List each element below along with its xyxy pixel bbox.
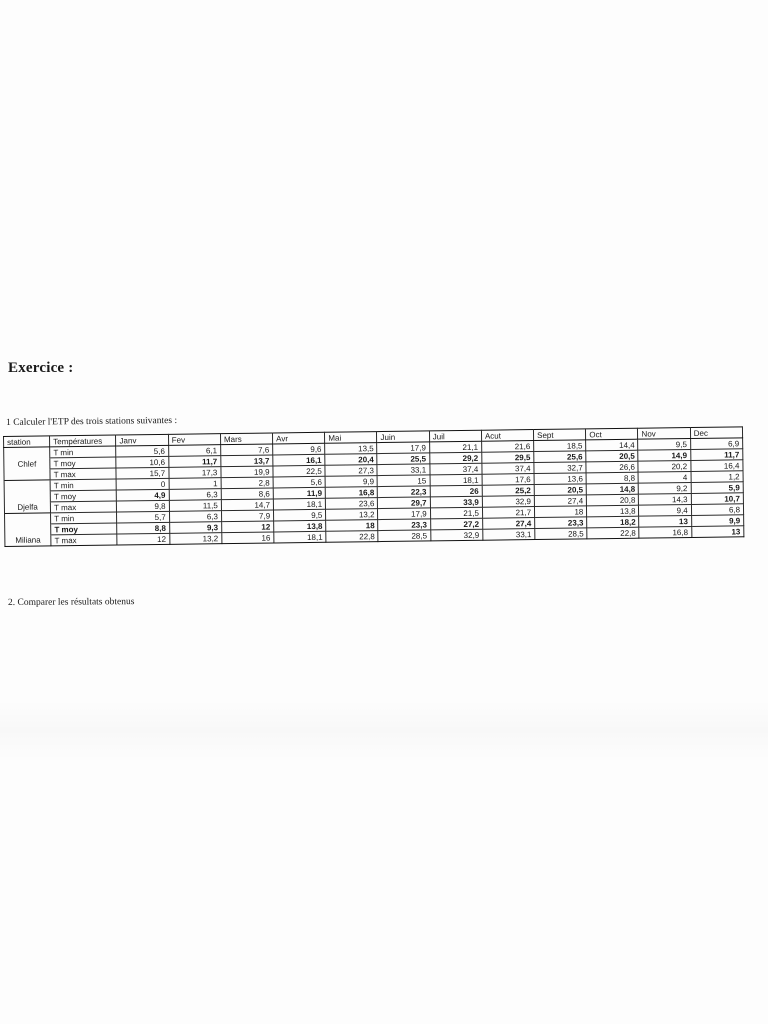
temperature-table-container [3,426,744,547]
column-header: Températures [50,435,116,447]
column-header: Mars [220,433,272,445]
exercise-heading: Exercice : [8,360,74,376]
temperature-value-cell: 26 [430,485,482,497]
temperature-value-cell: 9,3 [169,522,221,534]
temperature-value-cell: 18 [326,520,378,532]
temperature-value-cell: 16,4 [691,460,743,472]
temperature-value-cell: 13,8 [274,520,326,532]
temperature-value-cell: 20,5 [534,484,586,496]
column-header: Fev [168,434,220,446]
temperature-value-cell: 27,4 [534,495,586,507]
table-body [4,438,744,547]
temperature-value-cell: 2,8 [221,477,273,489]
column-header: Juil [429,430,481,442]
temperature-value-cell: 37,4 [430,463,482,475]
temperature-value-cell: 8,6 [221,488,273,500]
column-header: Acut [481,430,533,442]
temperature-value-cell: 17,6 [482,474,534,486]
temperature-value-cell: 21,1 [429,441,481,453]
temperature-value-cell: 6,3 [169,489,221,501]
temperature-value-cell: 12 [221,521,273,533]
temperature-value-cell: 18,1 [274,531,326,543]
temperature-value-cell: 1,2 [691,471,743,483]
temperature-value-cell: 25,2 [482,485,534,497]
temperature-value-cell: 20,5 [586,450,638,462]
question-2: 2. Comparer les résultats obtenus [8,597,135,608]
station-name-cell [4,469,50,481]
temperature-value-cell: 26,6 [586,461,638,473]
temperature-value-cell: 15,7 [116,467,168,479]
temperature-value-cell: 28,5 [535,528,587,540]
column-header: Janv [116,434,168,446]
temperature-value-cell: 10,6 [116,456,168,468]
temperature-value-cell: 14,8 [586,483,638,495]
column-header: Mai [325,432,377,444]
temperature-value-cell: 4 [639,472,691,484]
temperature-value-cell: 8,8 [586,472,638,484]
station-name-cell [4,491,50,503]
temperature-value-cell: 11,7 [690,449,742,461]
temperature-value-cell: 14,7 [221,499,273,511]
temperature-value-cell: 33,1 [483,529,535,541]
temperature-value-cell: 17,9 [377,442,429,454]
station-name-cell: Miliana [5,535,51,547]
column-header: station [4,436,50,448]
temperature-value-cell: 32,9 [482,496,534,508]
column-header: Oct [586,428,638,440]
temperature-value-cell: 11,5 [169,500,221,512]
temperature-value-cell: 7,9 [221,510,273,522]
temperature-value-cell: 21,5 [430,507,482,519]
column-header: Dec [690,427,742,439]
temperature-type-cell: T max [51,501,117,513]
temperature-value-cell: 32,7 [534,462,586,474]
temperature-value-cell: 9,9 [691,515,743,527]
temperature-value-cell: 33,1 [377,464,429,476]
temperature-type-cell: T moy [50,490,116,502]
temperature-value-cell: 16,1 [273,454,325,466]
temperature-type-cell: T max [50,468,116,480]
temperature-value-cell: 11,7 [168,456,220,468]
temperature-value-cell: 16,8 [639,526,691,538]
temperature-value-cell: 14,3 [639,493,691,505]
temperature-value-cell: 4,9 [117,489,169,501]
temperature-value-cell: 13,2 [169,533,221,545]
temperature-value-cell: 6,8 [691,504,743,516]
temperature-type-cell: T min [50,446,116,458]
question-1: 1 Calculer l'ETP des trois stations suivantes : [6,415,178,428]
station-name-cell: Djelfa [4,502,50,514]
station-name-cell [4,447,50,459]
temperature-value-cell: 13,2 [326,509,378,521]
temperature-value-cell: 17,9 [378,508,430,520]
temperature-value-cell: 6,9 [690,438,742,450]
temperature-value-cell: 19,9 [221,466,273,478]
station-name-cell: Chlef [4,458,50,470]
temperature-value-cell: 13,8 [587,505,639,517]
temperature-value-cell: 9,5 [274,509,326,521]
temperature-value-cell: 5,9 [691,482,743,494]
temperature-value-cell: 16,8 [325,487,377,499]
temperature-value-cell: 29,2 [429,452,481,464]
temperature-value-cell: 9,4 [639,504,691,516]
temperature-value-cell: 13 [639,515,691,527]
temperature-value-cell: 9,2 [639,483,691,495]
temperature-value-cell: 20,8 [587,494,639,506]
temperature-value-cell: 25,6 [534,451,586,463]
temperature-value-cell: 29,5 [482,452,534,464]
column-header: Juin [377,431,429,443]
temperature-value-cell: 9,6 [273,443,325,455]
temperature-value-cell: 0 [117,478,169,490]
temperature-value-cell: 18,5 [534,440,586,452]
temperature-value-cell: 18,1 [273,498,325,510]
temperature-value-cell: 22,3 [378,486,430,498]
temperature-value-cell: 28,5 [378,530,430,542]
temperature-value-cell: 5,7 [117,511,169,523]
temperature-value-cell: 23,3 [535,517,587,529]
column-header: Nov [638,428,690,440]
temperature-value-cell: 15 [378,475,430,487]
temperature-value-cell: 33,9 [430,496,482,508]
temperature-type-cell: T max [51,534,117,546]
temperature-type-cell: T min [50,479,116,491]
column-header: Avr [273,432,325,444]
temperature-value-cell: 25,5 [377,453,429,465]
column-header: Sept [534,429,586,441]
temperature-value-cell: 13,5 [325,443,377,455]
temperature-type-cell: T min [51,512,117,524]
temperature-value-cell: 18 [535,506,587,518]
temperature-value-cell: 9,9 [325,476,377,488]
station-name-cell [5,513,51,525]
temperature-value-cell: 14,9 [638,450,690,462]
temperature-type-cell: T moy [50,457,116,469]
temperature-value-cell: 23,6 [326,498,378,510]
temperature-value-cell: 20,4 [325,454,377,466]
station-name-cell [4,480,50,492]
temperature-value-cell: 27,2 [430,518,482,530]
temperature-type-cell: T moy [51,523,117,535]
temperature-value-cell: 6,3 [169,511,221,523]
temperature-value-cell: 29,7 [378,497,430,509]
temperature-value-cell: 32,9 [430,529,482,541]
temperature-value-cell: 18,2 [587,516,639,528]
temperature-value-cell: 13,6 [534,473,586,485]
temperature-value-cell: 13,7 [221,455,273,467]
temperature-value-cell: 7,6 [220,444,272,456]
temperature-value-cell: 14,4 [586,439,638,451]
temperature-table [3,426,744,547]
temperature-value-cell: 9,5 [638,439,690,451]
temperature-value-cell: 27,3 [325,465,377,477]
temperature-value-cell: 21,7 [482,507,534,519]
station-name-cell [5,524,51,536]
scan-artifact [0,700,768,760]
temperature-value-cell: 16 [222,532,274,544]
temperature-value-cell: 5,6 [116,445,168,457]
temperature-value-cell: 37,4 [482,463,534,475]
temperature-value-cell: 20,2 [638,461,690,473]
temperature-value-cell: 21,6 [481,441,533,453]
temperature-value-cell: 10,7 [691,493,743,505]
temperature-value-cell: 8,8 [117,522,169,534]
temperature-value-cell: 6,1 [168,445,220,457]
temperature-value-cell: 13 [691,526,743,538]
temperature-value-cell: 22,8 [326,531,378,543]
temperature-value-cell: 18,1 [430,474,482,486]
temperature-value-cell: 12 [117,533,169,545]
temperature-value-cell: 11,9 [273,487,325,499]
temperature-value-cell: 23,3 [378,519,430,531]
temperature-value-cell: 17,3 [169,467,221,479]
temperature-value-cell: 1 [169,478,221,490]
temperature-value-cell: 9,8 [117,500,169,512]
temperature-value-cell: 22,8 [587,527,639,539]
temperature-value-cell: 5,6 [273,476,325,488]
temperature-value-cell: 27,4 [482,518,534,530]
temperature-value-cell: 22,5 [273,465,325,477]
